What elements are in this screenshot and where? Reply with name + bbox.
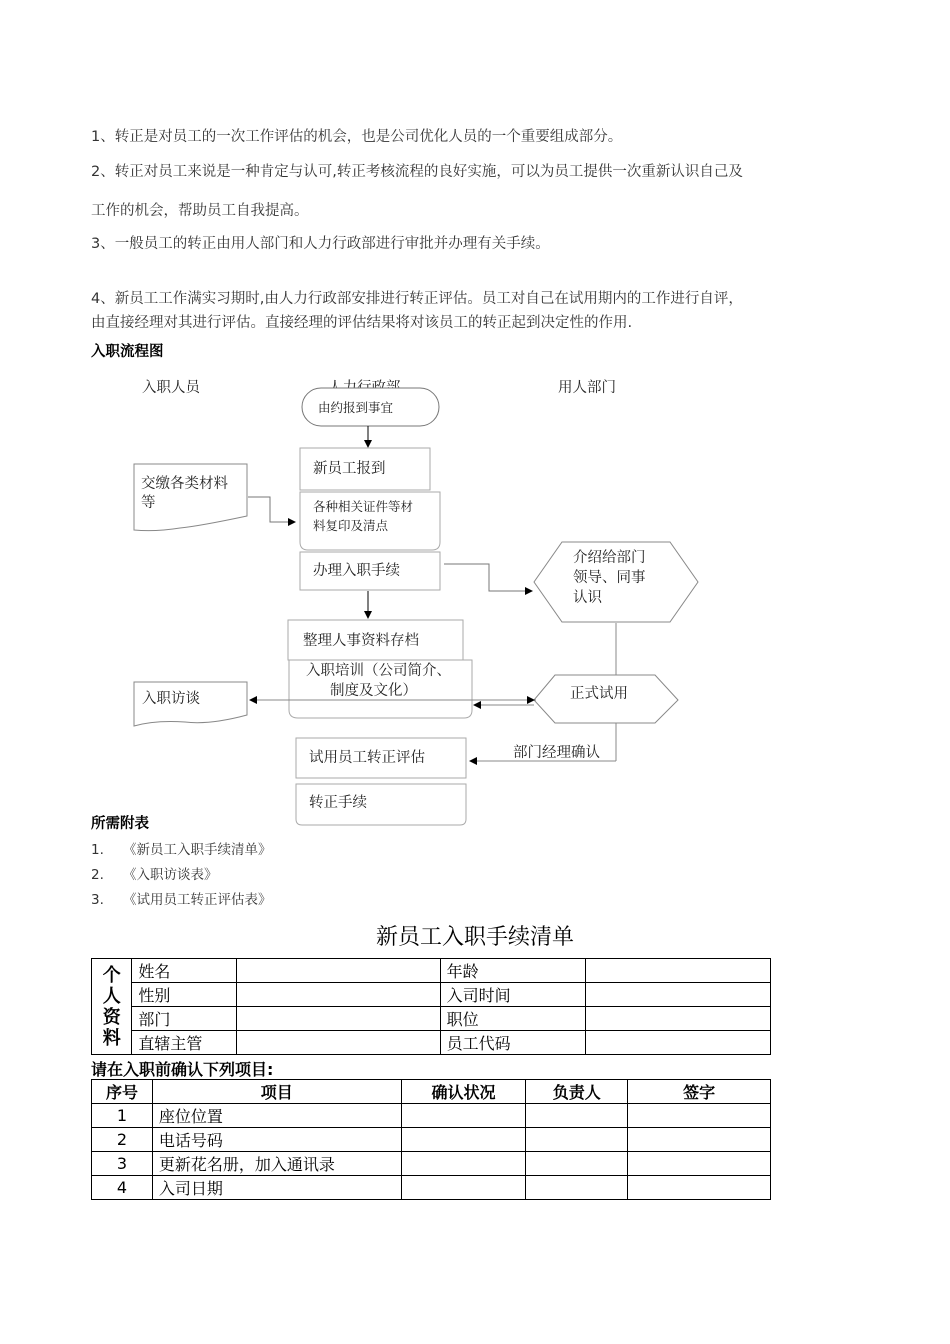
row-number: 2 bbox=[92, 1128, 153, 1152]
node-formal-trial-label: 正式试用 bbox=[570, 686, 628, 702]
arrow-n5-n6 bbox=[444, 564, 532, 591]
confirm-status-cell[interactable] bbox=[401, 1104, 526, 1128]
field-label: 员工代码 bbox=[440, 1031, 586, 1055]
field-label: 入司时间 bbox=[440, 983, 586, 1007]
attachment-label: 《试用员工转正评估表》 bbox=[123, 892, 272, 908]
confirm-status-cell[interactable] bbox=[401, 1152, 526, 1176]
column-header: 签字 bbox=[628, 1080, 771, 1104]
personal-info-header: 个 人 资 料 bbox=[92, 959, 132, 1055]
node-copy-documents-label-2: 料复印及清点 bbox=[313, 518, 389, 533]
owner-cell[interactable] bbox=[526, 1176, 628, 1200]
attachment-label: 《入职访谈表》 bbox=[123, 867, 218, 883]
field-value[interactable] bbox=[586, 1007, 771, 1031]
attachment-number: 2. bbox=[91, 867, 104, 883]
owner-cell[interactable] bbox=[526, 1104, 628, 1128]
signature-cell[interactable] bbox=[628, 1152, 771, 1176]
table-row bbox=[92, 1176, 771, 1200]
attachment-item bbox=[91, 838, 272, 858]
owner-cell[interactable] bbox=[526, 1152, 628, 1176]
owner-cell[interactable] bbox=[526, 1128, 628, 1152]
field-value[interactable] bbox=[237, 983, 440, 1007]
field-value[interactable] bbox=[586, 959, 771, 983]
signature-cell[interactable] bbox=[628, 1104, 771, 1128]
node-trial-evaluation-label: 试用员工转正评估 bbox=[309, 750, 425, 766]
node-archive-records-label: 整理人事资料存档 bbox=[303, 633, 419, 649]
node-submit-materials-label-1: 交缴各类材料 bbox=[141, 476, 228, 492]
field-value[interactable] bbox=[237, 959, 440, 983]
field-label: 年龄 bbox=[440, 959, 586, 983]
node-introduce-team-label-1: 介绍给部门 bbox=[573, 550, 646, 566]
intro-paragraph-1: 1、转正是对员工的一次工作评估的机会，也是公司优化人员的一个重要组成部分。 bbox=[91, 129, 623, 145]
signature-cell[interactable] bbox=[628, 1128, 771, 1152]
label-manager-confirm: 部门经理确认 bbox=[513, 745, 600, 761]
row-number: 1 bbox=[92, 1104, 153, 1128]
confirm-status-cell[interactable] bbox=[401, 1176, 526, 1200]
form-title: 新员工入职手续清单 bbox=[375, 925, 574, 950]
confirm-status-cell[interactable] bbox=[401, 1128, 526, 1152]
arrow-n3-n4 bbox=[248, 497, 295, 522]
node-onboarding-interview-label: 入职访谈 bbox=[142, 691, 200, 707]
intro-paragraph-2: 2、转正对员工来说是一种肯定与认可,转正考核流程的良好实施，可以为员工提供一次重新认识自己及 bbox=[91, 164, 743, 180]
confirm-title: 请在入职前确认下列项目: bbox=[91, 1060, 274, 1079]
node-schedule-report-label: 由约报到事宜 bbox=[318, 400, 394, 415]
field-value[interactable] bbox=[586, 983, 771, 1007]
intro-paragraph-3: 3、一般员工的转正由用人部门和人力行政部进行审批并办理有关手续。 bbox=[91, 236, 550, 252]
field-label: 部门 bbox=[132, 1007, 237, 1031]
intro-paragraph-4-cont: 由直接经理对其进行评估。直接经理的评估结果将对该员工的转正起到决定性的作用. bbox=[91, 315, 633, 331]
onboarding-flowchart bbox=[0, 370, 950, 830]
node-copy-documents-label-1: 各种相关证件等材 bbox=[313, 499, 414, 514]
node-onboarding-training-label-1: 入职培训（公司简介、 bbox=[306, 663, 451, 679]
node-submit-materials-label-2: 等 bbox=[141, 495, 156, 511]
row-item: 更新花名册，加入通讯录 bbox=[152, 1152, 401, 1176]
attachment-label: 《新员工入职手续清单》 bbox=[123, 842, 272, 858]
attachment-item bbox=[91, 888, 272, 908]
attachment-number: 1. bbox=[91, 842, 104, 858]
attachment-item bbox=[91, 863, 218, 883]
lane-header-new-staff: 入职人员 bbox=[142, 380, 200, 396]
field-label: 职位 bbox=[440, 1007, 586, 1031]
personal-info-table bbox=[91, 958, 771, 1055]
column-header: 序号 bbox=[92, 1080, 153, 1104]
node-onboarding-procedure-label: 办理入职手续 bbox=[313, 563, 400, 579]
confirm-items-table bbox=[91, 1079, 771, 1200]
row-item: 入司日期 bbox=[152, 1176, 401, 1200]
node-regularization-procedure-label: 转正手续 bbox=[309, 795, 367, 811]
table-row bbox=[92, 1104, 771, 1128]
node-introduce-team-label-3: 认识 bbox=[573, 590, 602, 606]
table-row bbox=[92, 1152, 771, 1176]
attachment-number: 3. bbox=[91, 892, 104, 908]
intro-paragraph-2-cont: 工作的机会，帮助员工自我提高。 bbox=[91, 203, 309, 219]
lane-header-dept: 用人部门 bbox=[558, 380, 616, 396]
field-label: 姓名 bbox=[132, 959, 237, 983]
row-item: 座位位置 bbox=[152, 1104, 401, 1128]
field-value[interactable] bbox=[237, 1031, 440, 1055]
table-row bbox=[92, 1128, 771, 1152]
intro-paragraph-4: 4、新员工工作满实习期时,由人力行政部安排进行转正评估。员工对自己在试用期内的工作进行自评， bbox=[91, 291, 743, 307]
column-header: 负责人 bbox=[526, 1080, 628, 1104]
field-label: 性别 bbox=[132, 983, 237, 1007]
row-number: 4 bbox=[92, 1176, 153, 1200]
attachments-title: 所需附表 bbox=[91, 816, 149, 832]
node-new-staff-report-label: 新员工报到 bbox=[313, 461, 386, 477]
signature-cell[interactable] bbox=[628, 1176, 771, 1200]
row-number: 3 bbox=[92, 1152, 153, 1176]
row-item: 电话号码 bbox=[152, 1128, 401, 1152]
node-introduce-team-label-2: 领导、同事 bbox=[573, 570, 646, 586]
column-header: 项目 bbox=[152, 1080, 401, 1104]
field-label: 直辖主管 bbox=[132, 1031, 237, 1055]
flowchart-title: 入职流程图 bbox=[91, 344, 164, 360]
field-value[interactable] bbox=[586, 1031, 771, 1055]
node-onboarding-training-label-2: 制度及文化） bbox=[330, 683, 417, 699]
column-header: 确认状况 bbox=[401, 1080, 526, 1104]
field-value[interactable] bbox=[237, 1007, 440, 1031]
